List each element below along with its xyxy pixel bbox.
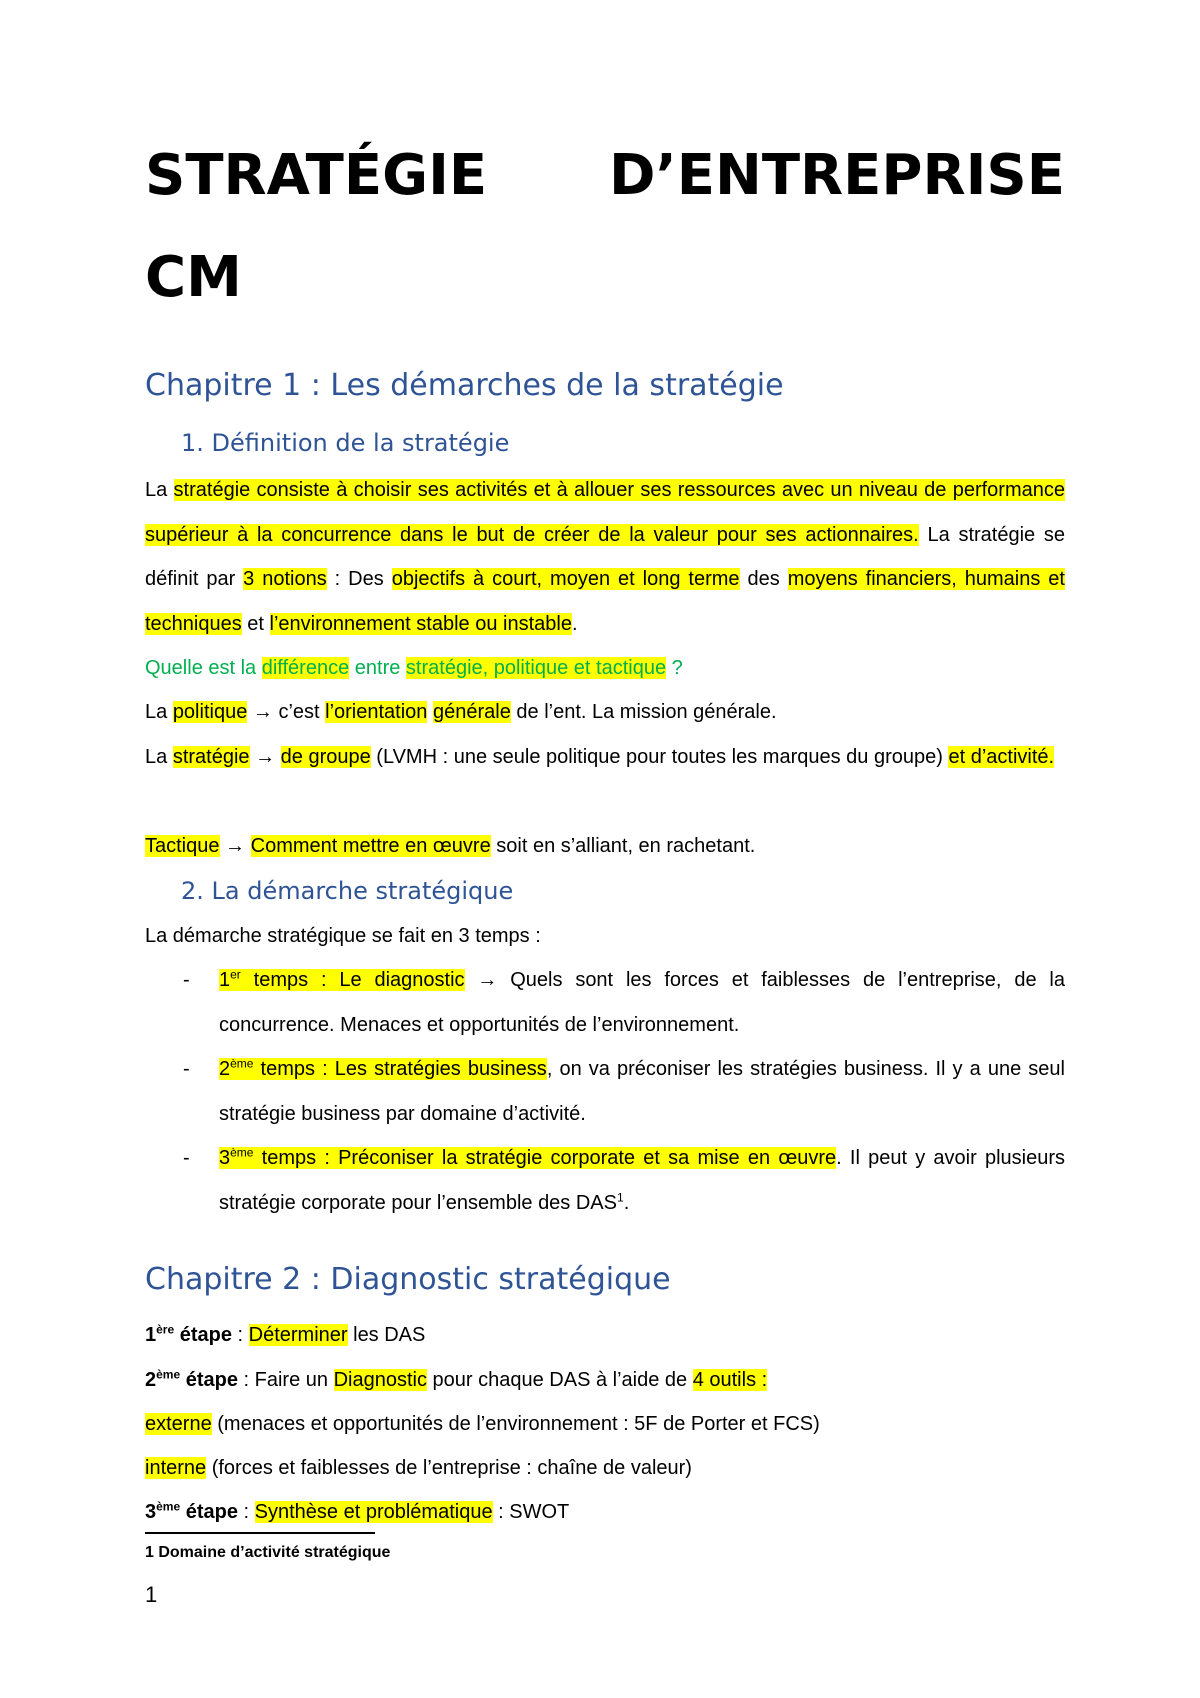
text: ? [666, 657, 683, 679]
text: 3 [219, 1147, 231, 1169]
highlight: stratégie, politique et tactique [405, 657, 667, 679]
bullet-dash: - [183, 969, 190, 991]
politique-line [145, 690, 1065, 735]
definition-paragraph [145, 468, 1065, 646]
text: temps : Préconiser la stratégie corporate et sa mise en œuvre [253, 1147, 837, 1169]
demarche-intro: La démarche stratégique se fait en 3 temps : [145, 925, 541, 947]
footnote: 1 Domaine d’activité stratégique [145, 1544, 391, 1561]
highlight: moyens financiers, humains et techniques [145, 568, 1065, 635]
text: (forces et faiblesses de l’entreprise : chaîne de valeur) [206, 1457, 692, 1479]
highlight [219, 969, 465, 991]
etape-1 [145, 1313, 1065, 1358]
text: étape [180, 1369, 238, 1391]
text: : Des [326, 568, 392, 590]
section-2-heading [181, 876, 513, 906]
text: Quelle est la [145, 657, 262, 679]
highlight [219, 1058, 547, 1080]
ordinal-suffix: ème [230, 1056, 254, 1071]
highlight: Déterminer [248, 1324, 348, 1346]
list-item-text [219, 1136, 1065, 1225]
externe-line [145, 1402, 1065, 1447]
etape-3 [145, 1490, 1065, 1535]
etape-label [145, 1324, 232, 1346]
highlight: Synthèse et problématique [254, 1501, 493, 1523]
text: les DAS [347, 1324, 426, 1346]
interne-line [145, 1446, 1065, 1491]
footnote-separator [145, 1532, 375, 1534]
text: 2 [219, 1058, 231, 1080]
text: : SWOT [492, 1501, 570, 1523]
arrow-right-icon: → [219, 835, 251, 857]
text: entre [349, 657, 406, 679]
highlight: objectifs à court, moyen et long terme [391, 568, 740, 590]
text: de l’ent. La mission générale. [510, 701, 777, 723]
text: : [231, 1324, 249, 1346]
text: Quels sont les forces et faiblesses de l’entreprise, de la concurrence. Menaces et opportunités de l’environnement. [219, 969, 1065, 1036]
highlight: interne [145, 1457, 207, 1479]
etape-label [145, 1501, 238, 1523]
text: , on va préconiser les stratégies business. Il y a une seul stratégie business par domaine d’activité. [219, 1058, 1065, 1125]
highlight: 4 outils : [692, 1369, 768, 1391]
bullet-dash: - [183, 1147, 190, 1169]
document-title-line-1 [145, 143, 1065, 208]
text: soit en s’alliant, en rachetant. [490, 835, 756, 857]
highlight: externe [145, 1413, 212, 1435]
text: 3 [145, 1501, 157, 1523]
text: . [623, 1191, 630, 1214]
text: : Faire un [237, 1369, 334, 1391]
text: 1 [145, 1324, 157, 1346]
text: La stratégie se définit par [145, 523, 1066, 590]
section-1-title: Définition de la stratégie [211, 429, 510, 457]
text: des [739, 568, 788, 590]
chapter-1-heading: Chapitre 1 : Les démarches de la stratégie [145, 368, 784, 403]
highlight: politique [172, 701, 248, 723]
text: temps : Les stratégies business [253, 1058, 547, 1080]
ordinal-suffix: er [230, 967, 241, 982]
highlight: Comment mettre en œuvre [250, 835, 491, 857]
ordinal-suffix: ème [230, 1145, 254, 1160]
highlight: différence [261, 657, 350, 679]
tactique-line [145, 824, 1065, 869]
document-title-line-2: CM [145, 245, 242, 310]
highlight: l’environnement stable ou instable [269, 612, 572, 635]
arrow-right-icon: → [249, 746, 281, 768]
highlight: et d’activité. [948, 746, 1055, 768]
text: : [237, 1501, 255, 1523]
highlight: de groupe [280, 746, 371, 768]
text: . [571, 612, 578, 635]
page-number: 1 [145, 1582, 158, 1607]
text: pour chaque DAS à l’aide de [426, 1369, 693, 1391]
text: étape [174, 1324, 232, 1346]
text: La [145, 701, 173, 723]
text: étape [180, 1501, 238, 1523]
list-item [145, 1047, 1065, 1137]
arrow-right-icon: → [247, 701, 279, 723]
title-word-1: STRATÉGIE [145, 143, 488, 208]
footnote-reference[interactable]: 1 [617, 1189, 624, 1204]
document-page [145, 0, 1065, 1698]
highlight: stratégie consiste à choisir ses activités et à allouer ses ressources avec un niveau de performance supérieur à la concurrence dans le but de créer de la valeur pour ses actionnaires. [145, 479, 1065, 546]
etape-2 [145, 1358, 1065, 1403]
text: La [145, 746, 173, 768]
text: La [145, 479, 174, 501]
ordinal-suffix: ème [156, 1499, 181, 1514]
section-2-title: La démarche stratégique [211, 877, 514, 905]
text: (LVMH : une seule politique pour toutes les marques du groupe) [370, 746, 949, 768]
ordinal-suffix: ère [156, 1322, 175, 1337]
list-item [145, 1136, 1065, 1226]
highlight: Tactique [145, 835, 220, 857]
text: 2 [145, 1369, 157, 1391]
question-line [145, 646, 1065, 691]
highlight: stratégie [172, 746, 250, 768]
highlight: générale [433, 701, 511, 723]
section-1-number: 1. [181, 429, 204, 457]
ordinal-suffix: ème [156, 1367, 181, 1382]
list-item-text [219, 1047, 1065, 1136]
highlight [219, 1147, 836, 1169]
bullet-dash: - [183, 1058, 190, 1080]
highlight: 3 notions [243, 568, 327, 590]
title-word-2: D’ENTREPRISE [608, 143, 1065, 208]
section-1-heading [181, 428, 509, 458]
list-item [145, 958, 1065, 1048]
etape-label [145, 1369, 238, 1391]
text: . Il peut y avoir plusieurs stratégie corporate pour l’ensemble des DAS [219, 1147, 1065, 1214]
strategie-line [145, 735, 1065, 780]
text: et [241, 612, 270, 635]
arrow-right-icon: → [464, 969, 511, 991]
chapter-2-heading: Chapitre 2 : Diagnostic stratégique [145, 1262, 671, 1297]
text: (menaces et opportunités de l’environnement : 5F de Porter et FCS) [211, 1413, 820, 1435]
text: temps : Le diagnostic [240, 969, 465, 991]
highlight: l’orientation [325, 701, 428, 723]
highlight: Diagnostic [333, 1369, 427, 1391]
text: 1 [219, 969, 231, 991]
text: c’est [278, 701, 326, 723]
section-2-number: 2. [181, 877, 204, 905]
list-item-text [219, 958, 1065, 1047]
